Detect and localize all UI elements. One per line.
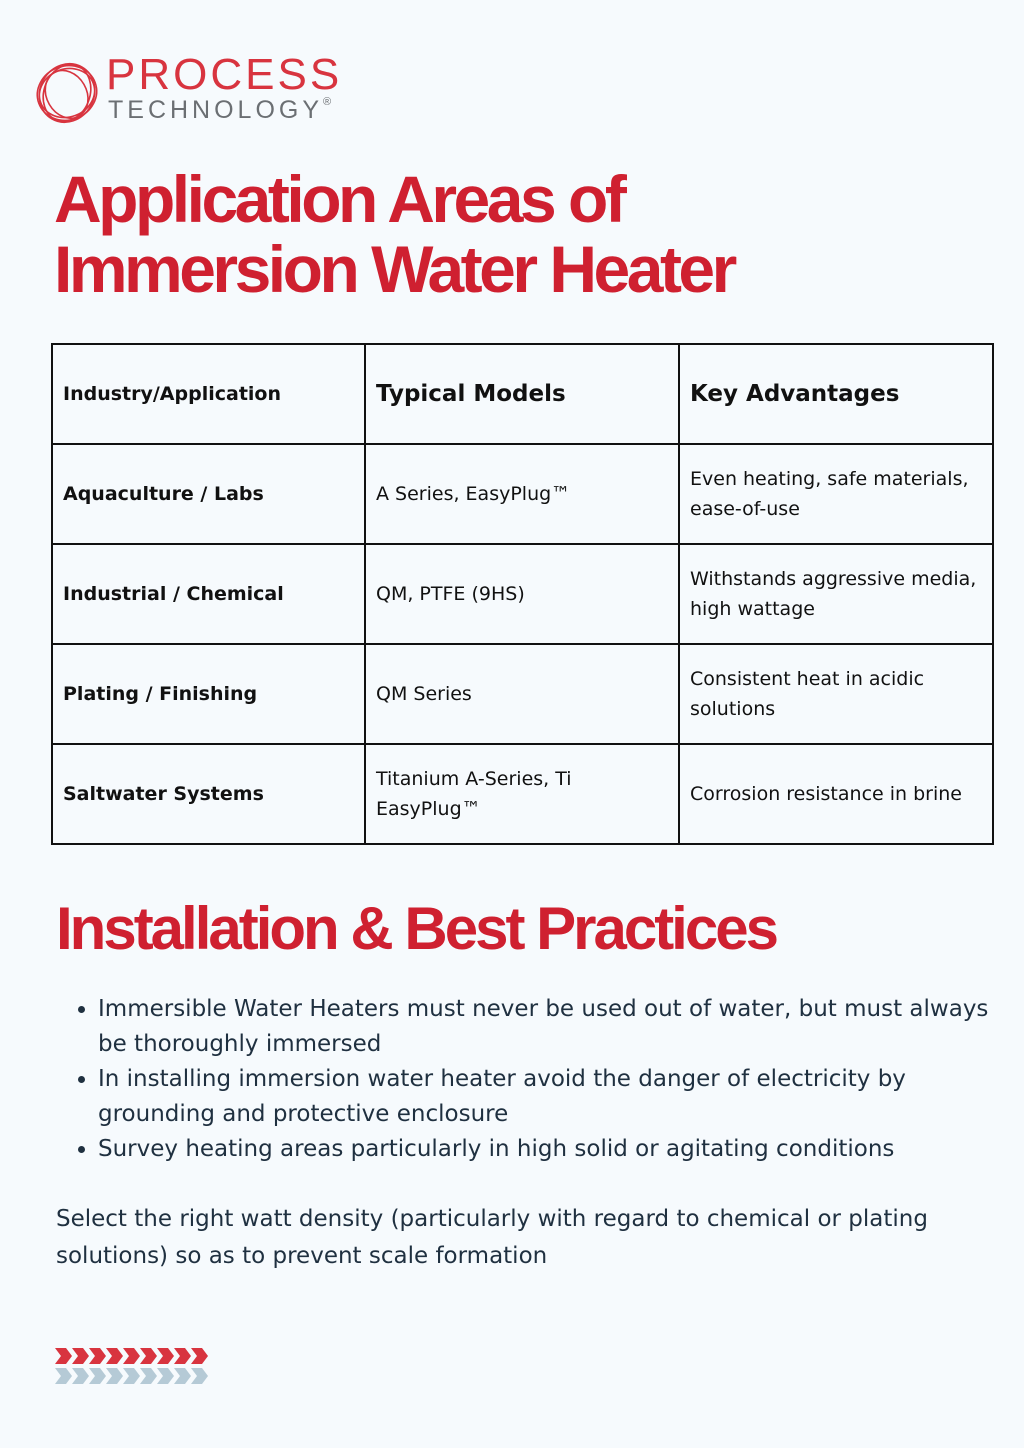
table-row: [52, 644, 993, 744]
brand-name-secondary: TECHNOLOGY®: [108, 96, 332, 124]
table-cell-industry: Industrial / Chemical: [52, 544, 365, 644]
chevron-shape: [123, 1368, 140, 1384]
registered-mark: ®: [323, 96, 332, 108]
table-cell-industry: Aquaculture / Labs: [52, 444, 365, 544]
table-cell-models: Titanium A-Series, Ti EasyPlug™: [365, 744, 679, 844]
section-heading-installation: Installation & Best Practices: [56, 895, 776, 962]
table-row: [52, 444, 993, 544]
column-header-industry: Industry/Application: [52, 344, 365, 444]
table-cell-models: A Series, EasyPlug™: [365, 444, 679, 544]
chevron-shape: [157, 1368, 174, 1384]
chevron-decoration-icon: [55, 1346, 217, 1386]
watt-density-note: Select the right watt density (particularly with regard to chemical or plating solutions) so as to prevent scale formation: [56, 1206, 928, 1269]
chevron-shape: [157, 1348, 174, 1364]
table-row: [52, 544, 993, 644]
column-header-advantages: Key Advantages: [679, 344, 993, 444]
table-cell-advantages: Consistent heat in acidic solutions: [679, 644, 993, 744]
chevron-shape: [174, 1368, 191, 1384]
chevron-shape: [55, 1348, 72, 1364]
brand-name-primary: PROCESS: [106, 50, 343, 99]
table-cell-advantages: Withstands aggressive media, high wattage: [679, 544, 993, 644]
table-cell-industry: Plating / Finishing: [52, 644, 365, 744]
application-table: [51, 343, 994, 845]
chevron-shape: [140, 1348, 157, 1364]
chevron-shape: [106, 1368, 123, 1384]
chevron-shape: [140, 1368, 157, 1384]
chevron-row-blue: [55, 1368, 208, 1384]
chevron-shape: [191, 1368, 208, 1384]
swirl-logo-icon: [34, 60, 100, 126]
brand-logo: [34, 50, 374, 132]
table-row: [52, 744, 993, 844]
chevron-shape: [174, 1348, 191, 1364]
list-item: • Immersible Water Heaters must never be used out of water, but must always be thoroughly immersed: [98, 992, 998, 1062]
chevron-shape: [89, 1368, 106, 1384]
page-title: [54, 164, 734, 304]
best-practices-list: [56, 992, 998, 1167]
page-title-line2: Immersion Water Heater: [54, 232, 734, 306]
chevron-shape: [72, 1348, 89, 1364]
column-header-models: Typical Models: [365, 344, 679, 444]
chevron-shape: [89, 1348, 106, 1364]
chevron-shape: [123, 1348, 140, 1364]
chevron-shape: [191, 1348, 208, 1364]
table-cell-advantages: Corrosion resistance in brine: [679, 744, 993, 844]
chevron-shape: [106, 1348, 123, 1364]
table-cell-industry: Saltwater Systems: [52, 744, 365, 844]
list-item: • Survey heating areas particularly in high solid or agitating conditions: [98, 1132, 998, 1167]
chevron-shape: [55, 1368, 72, 1384]
page-title-line1: Application Areas of: [54, 162, 624, 236]
table-cell-models: QM, PTFE (9HS): [365, 544, 679, 644]
chevron-shape: [72, 1368, 89, 1384]
table-header-row: [52, 344, 993, 444]
table-cell-models: QM Series: [365, 644, 679, 744]
table-cell-advantages: Even heating, safe materials, ease-of-use: [679, 444, 993, 544]
chevron-row-red: [55, 1348, 208, 1364]
list-item: • In installing immersion water heater avoid the danger of electricity by grounding and protective enclosure: [98, 1062, 998, 1132]
